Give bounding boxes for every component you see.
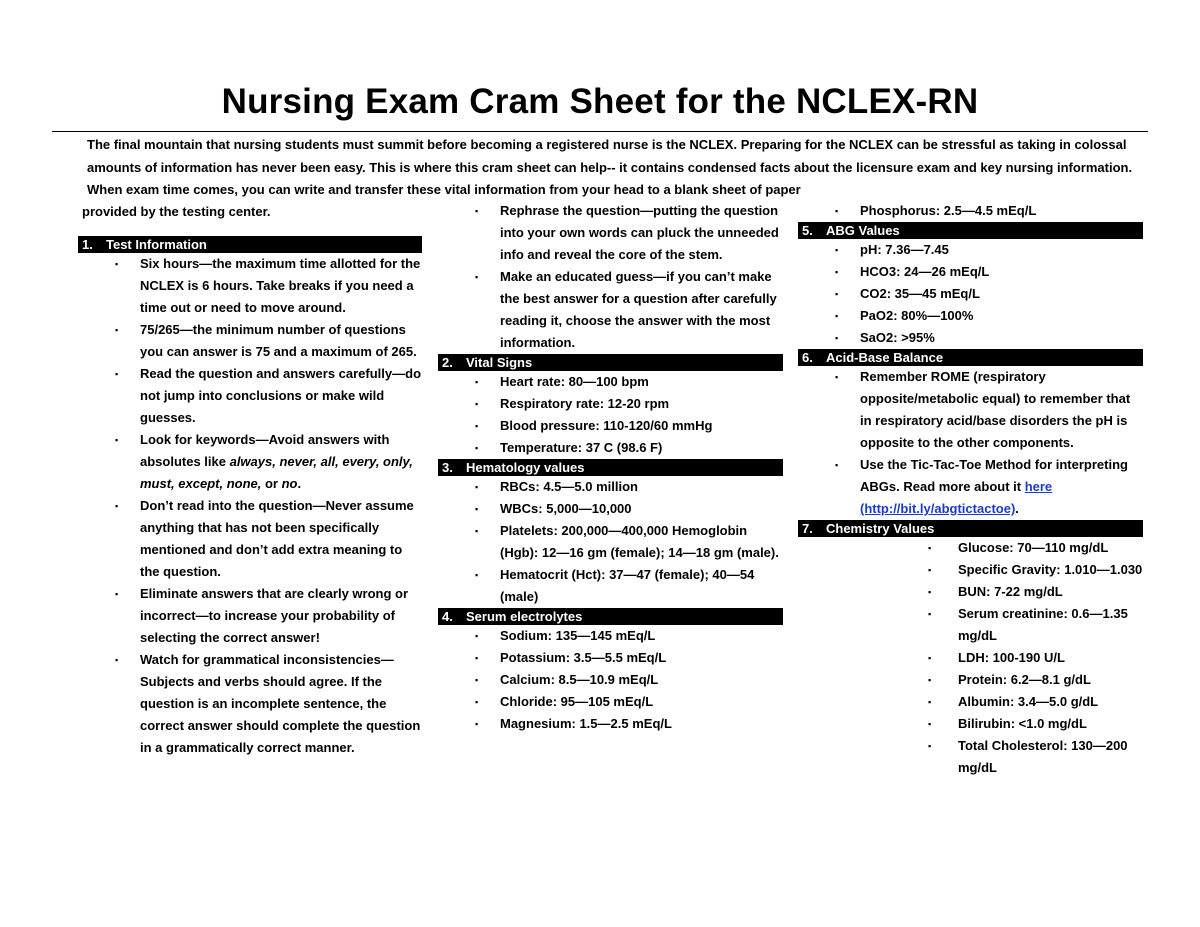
bullet-icon: ▪ xyxy=(475,697,479,707)
acid-base-list xyxy=(798,366,1143,520)
bullet-icon: ▪ xyxy=(475,272,479,282)
vital-signs-list xyxy=(438,371,783,459)
section-header-vital-signs: 2. Vital Signs xyxy=(438,354,783,371)
list-item: ▪ Temperature: 37 C (98.6 F) xyxy=(438,437,783,459)
bullet-icon: ▪ xyxy=(475,443,479,453)
section-header-test-information: 1. Test Information xyxy=(78,236,422,253)
list-item: ▪ Eliminate answers that are clearly wrong or incorrect—to increase your probability of selecting the correct answer! xyxy=(78,583,422,649)
list-item: ▪ Total Cholesterol: 130—200 mg/dL xyxy=(798,735,1143,779)
list-item: ▪ Use the Tic-Tac-Toe Method for interpreting ABGs. Read more about it here (http://bit.ly/abgtictactoe). xyxy=(798,454,1143,520)
bullet-icon: ▪ xyxy=(928,609,932,619)
page-title: Nursing Exam Cram Sheet for the NCLEX-RN xyxy=(221,82,979,121)
list-item: ▪ Potassium: 3.5—5.5 mEq/L xyxy=(438,647,783,669)
list-item: ▪ Hematocrit (Hct): 37—47 (female); 40—54 (male) xyxy=(438,564,783,608)
bullet-icon: ▪ xyxy=(475,504,479,514)
bullet-icon: ▪ xyxy=(928,565,932,575)
bullet-icon: ▪ xyxy=(475,675,479,685)
column-3 xyxy=(798,200,1143,779)
list-item: ▪ Phosphorus: 2.5—4.5 mEq/L xyxy=(798,200,1143,222)
list-item: ▪ Rephrase the question—putting the question into your own words can pluck the unneeded info and reveal the core of the stem. xyxy=(438,200,783,266)
bullet-icon: ▪ xyxy=(835,311,839,321)
bullet-icon: ▪ xyxy=(835,460,839,470)
section-header-serum-electrolytes: 4. Serum electrolytes xyxy=(438,608,783,625)
bullet-icon: ▪ xyxy=(928,719,932,729)
list-item: ▪ Chloride: 95—105 mEq/L xyxy=(438,691,783,713)
test-tips-continued-list xyxy=(438,200,783,354)
list-item: ▪ Don’t read into the question—Never assume anything that has not been specifically mentioned and don’t add extra meaning to the question. xyxy=(78,495,422,583)
bullet-icon: ▪ xyxy=(835,245,839,255)
list-item: ▪ LDH: 100-190 U/L xyxy=(798,647,1143,669)
list-item: ▪ Make an educated guess—if you can’t make the best answer for a question after carefully reading it, choose the answer with the most information. xyxy=(438,266,783,354)
bullet-icon: ▪ xyxy=(928,697,932,707)
bullet-icon: ▪ xyxy=(835,206,839,216)
bullet-icon: ▪ xyxy=(475,377,479,387)
bullet-icon: ▪ xyxy=(475,399,479,409)
intro-tail: provided by the testing center. xyxy=(82,204,271,219)
list-item: ▪ CO2: 35—45 mEq/L xyxy=(798,283,1143,305)
list-item: ▪ Protein: 6.2—8.1 g/dL xyxy=(798,669,1143,691)
list-item: ▪ Calcium: 8.5—10.9 mEq/L xyxy=(438,669,783,691)
title-divider xyxy=(52,131,1148,132)
list-item: ▪ pH: 7.36—7.45 xyxy=(798,239,1143,261)
bullet-icon: ▪ xyxy=(115,259,119,269)
list-item: ▪ Bilirubin: <1.0 mg/dL xyxy=(798,713,1143,735)
bullet-icon: ▪ xyxy=(475,570,479,580)
section-header-acid-base-balance: 6. Acid-Base Balance xyxy=(798,349,1143,366)
column-1 xyxy=(78,236,422,759)
bullet-icon: ▪ xyxy=(115,589,119,599)
list-item: ▪ PaO2: 80%—100% xyxy=(798,305,1143,327)
list-item: ▪ WBCs: 5,000—10,000 xyxy=(438,498,783,520)
list-item: ▪ BUN: 7-22 mg/dL xyxy=(798,581,1143,603)
bullet-icon: ▪ xyxy=(115,435,119,445)
list-item: ▪ Look for keywords—Avoid answers with absolutes like always, never, all, every, only, must, except, none, or no. xyxy=(78,429,422,495)
electrolytes-list xyxy=(438,625,783,735)
column-2 xyxy=(438,200,783,735)
bullet-icon: ▪ xyxy=(475,206,479,216)
list-item: ▪ SaO2: >95% xyxy=(798,327,1143,349)
list-item: ▪ Platelets: 200,000—400,000 Hemoglobin (Hgb): 12—16 gm (female); 14—18 gm (male). xyxy=(438,520,783,564)
list-item: ▪ Blood pressure: 110-120/60 mmHg xyxy=(438,415,783,437)
intro-paragraph: The final mountain that nursing students must summit before becoming a registered nurse is the NCLEX. Preparing for the NCLEX can be stressful as taking in colossal amounts of information has never been easy. This is where this cram sheet can help-- it contains condensed facts about the licensure exam and key nursing information. When exam time comes, you can write and transfer these vital information from your head to a blank sheet of paper xyxy=(87,137,1133,197)
list-item: ▪ Read the question and answers carefully—do not jump into conclusions or make wild guesses. xyxy=(78,363,422,429)
section-header-hematology: 3. Hematology values xyxy=(438,459,783,476)
list-item: ▪ Remember ROME (respiratory opposite/metabolic equal) to remember that in respiratory acid/base disorders the pH is opposite to the other components. xyxy=(798,366,1143,454)
list-item: ▪ 75/265—the minimum number of questions you can answer is 75 and a maximum of 265. xyxy=(78,319,422,363)
section-header-abg-values: 5. ABG Values xyxy=(798,222,1143,239)
list-item: ▪ Glucose: 70—110 mg/dL xyxy=(798,537,1143,559)
list-item: ▪ Specific Gravity: 1.010—1.030 xyxy=(798,559,1143,581)
bullet-icon: ▪ xyxy=(475,631,479,641)
list-item: ▪ Serum creatinine: 0.6—1.35 mg/dL xyxy=(798,603,1143,647)
bullet-icon: ▪ xyxy=(928,741,932,751)
bullet-icon: ▪ xyxy=(928,543,932,553)
list-item: ▪ Albumin: 3.4—5.0 g/dL xyxy=(798,691,1143,713)
abg-values-list xyxy=(798,239,1143,349)
list-item: ▪ Watch for grammatical inconsistencies—Subjects and verbs should agree. If the question is an incomplete sentence, the correct answer should complete the question in a grammatically correct manner. xyxy=(78,649,422,759)
bullet-icon: ▪ xyxy=(475,719,479,729)
bullet-icon: ▪ xyxy=(835,289,839,299)
bullet-icon: ▪ xyxy=(115,501,119,511)
section-header-chemistry-values: 7. Chemistry Values xyxy=(798,520,1143,537)
bullet-icon: ▪ xyxy=(928,653,932,663)
list-item: ▪ RBCs: 4.5—5.0 million xyxy=(438,476,783,498)
bullet-icon: ▪ xyxy=(115,655,119,665)
test-information-list xyxy=(78,253,422,759)
abg-tictactoe-link[interactable]: here (http://bit.ly/abgtictactoe) xyxy=(860,479,1053,516)
bullet-icon: ▪ xyxy=(835,333,839,343)
bullet-icon: ▪ xyxy=(475,526,479,536)
bullet-icon: ▪ xyxy=(835,372,839,382)
bullet-icon: ▪ xyxy=(475,482,479,492)
bullet-icon: ▪ xyxy=(115,325,119,335)
bullet-icon: ▪ xyxy=(475,653,479,663)
list-item: ▪ Heart rate: 80—100 bpm xyxy=(438,371,783,393)
bullet-icon: ▪ xyxy=(475,421,479,431)
list-item: ▪ Magnesium: 1.5—2.5 mEq/L xyxy=(438,713,783,735)
list-item: ▪ HCO3: 24—26 mEq/L xyxy=(798,261,1143,283)
hematology-list xyxy=(438,476,783,608)
electrolytes-continued-list xyxy=(798,200,1143,222)
list-item: ▪ Respiratory rate: 12-20 rpm xyxy=(438,393,783,415)
bullet-icon: ▪ xyxy=(835,267,839,277)
bullet-icon: ▪ xyxy=(928,675,932,685)
bullet-icon: ▪ xyxy=(928,587,932,597)
bullet-icon: ▪ xyxy=(115,369,119,379)
chemistry-values-list xyxy=(798,537,1143,779)
list-item: ▪ Sodium: 135—145 mEq/L xyxy=(438,625,783,647)
list-item: ▪ Six hours—the maximum time allotted for the NCLEX is 6 hours. Take breaks if you need a time out or need to move around. xyxy=(78,253,422,319)
